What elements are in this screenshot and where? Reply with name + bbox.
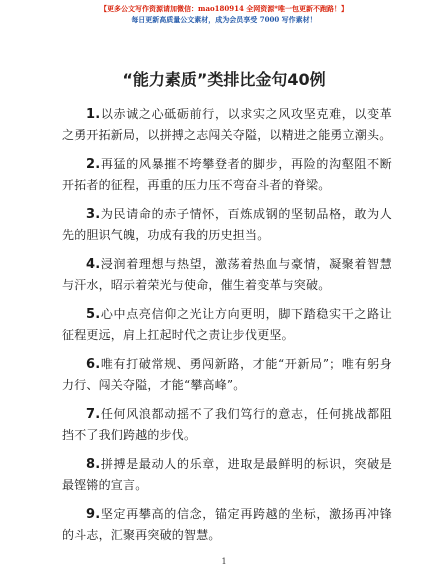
paragraph-9 xyxy=(62,504,392,546)
paragraph-number: 2. xyxy=(86,157,101,172)
paragraph-text: 坚定再攀高的信念，锚定再跨越的坐标，激扬再冲锋的斗志，汇聚再突破的智慧。 xyxy=(62,507,392,542)
promo-notice-line2: 每日更新高质量公文素材，成为会员享受 7000 写作素材！ xyxy=(131,15,317,24)
paragraph-number: 3. xyxy=(86,207,101,222)
paragraph-1 xyxy=(62,104,392,146)
document-body xyxy=(62,104,392,554)
paragraph-text: 唯有打破常规、勇闯新路，才能“开新局”；唯有躬身力行、闯关夺隘，才能“攀高峰”。 xyxy=(62,357,392,392)
promo-notice xyxy=(0,3,448,25)
paragraph-number: 1. xyxy=(86,107,101,122)
paragraph-text: 以赤诚之心砥砺前行，以求实之风攻坚克难，以变革之勇开拓新局，以拼搏之志闯关夺隘，以精进之能勇立潮头。 xyxy=(62,107,392,142)
paragraph-text: 拼搏是最动人的乐章，进取是最鲜明的标识，突破是最铿锵的宣言。 xyxy=(62,457,392,492)
page-title: “能力素质”类排比金句40例 xyxy=(122,70,326,89)
paragraph-2 xyxy=(62,154,392,196)
paragraph-5 xyxy=(62,304,392,346)
paragraph-number: 8. xyxy=(86,457,101,472)
paragraph-text: 为民请命的赤子情怀，百炼成钢的坚韧品格，敢为人先的胆识气魄，功成有我的历史担当。 xyxy=(62,207,392,242)
paragraph-number: 4. xyxy=(86,257,101,272)
paragraph-8 xyxy=(62,454,392,496)
page-number: 1 xyxy=(221,557,227,566)
paragraph-text: 任何风浪都动摇不了我们笃行的意志，任何挑战都阻挡不了我们跨越的步伐。 xyxy=(62,407,392,442)
paragraph-3 xyxy=(62,204,392,246)
paragraph-number: 7. xyxy=(86,407,101,422)
paragraph-text: 浸润着理想与热望，激荡着热血与豪情，凝聚着智慧与汗水，昭示着荣光与使命，催生着变革与突破。 xyxy=(62,257,392,292)
paragraph-text: 心中点亮信仰之光让方向更明，脚下踏稳实干之路让征程更远，肩上扛起时代之责让步伐更坚。 xyxy=(62,307,392,342)
paragraph-number: 5. xyxy=(86,307,101,322)
paragraph-7 xyxy=(62,404,392,446)
promo-notice-line1: 【更多公文写作资源请加微信：mao180914 全网资源*唯一包更新不跑路！】 xyxy=(100,4,348,13)
paragraph-6 xyxy=(62,354,392,396)
paragraph-4 xyxy=(62,254,392,296)
paragraph-number: 6. xyxy=(86,357,101,372)
paragraph-number: 9. xyxy=(86,507,101,522)
paragraph-text: 再猛的风暴摧不垮攀登者的脚步，再险的沟壑阻不断开拓者的征程，再重的压力压不弯奋斗者的脊梁。 xyxy=(62,157,392,192)
